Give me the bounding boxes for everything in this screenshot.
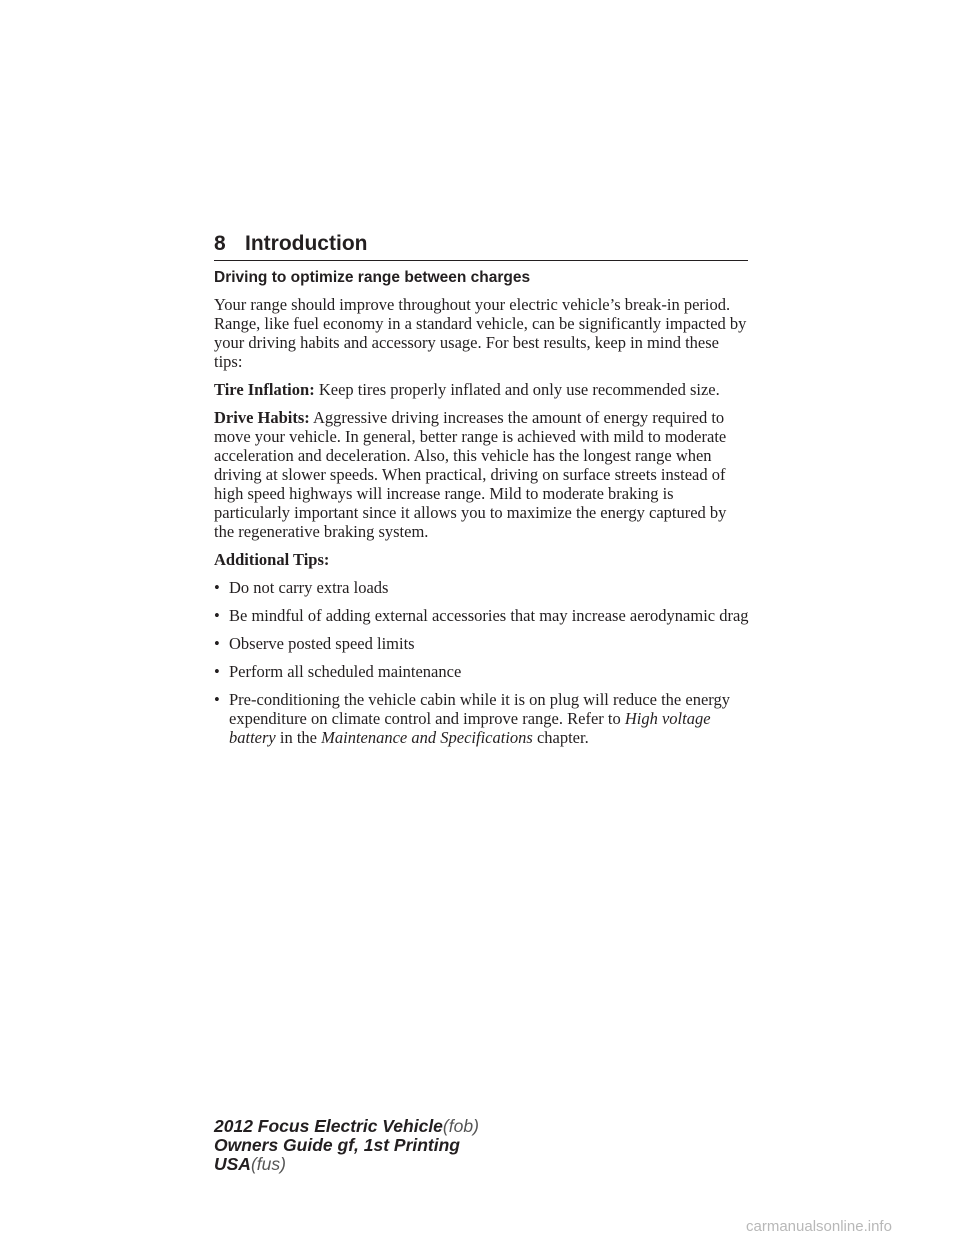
footer-vehicle-code: (fob) (442, 1116, 479, 1136)
footer-line-2: Owners Guide gf, 1st Printing (214, 1135, 460, 1155)
tip-text: Do not carry extra loads (229, 578, 389, 597)
tire-inflation-label: Tire Inflation: (214, 380, 315, 399)
bullet-icon: • (214, 606, 220, 625)
tip-text: Be mindful of adding external accessories that may increase aerodynamic drag (229, 606, 749, 625)
page-header (214, 230, 748, 261)
list-item (214, 662, 750, 681)
list-item (214, 606, 750, 625)
list-item (214, 578, 750, 597)
drive-habits-paragraph (214, 408, 750, 541)
bullet-icon: • (214, 578, 220, 597)
cross-reference-high-voltage-battery[interactable]: High voltage battery (229, 709, 711, 747)
tire-inflation-paragraph (214, 380, 750, 399)
cross-reference-maintenance-chapter[interactable]: Maintenance and Specifications (321, 728, 533, 747)
intro-paragraph: Your range should improve throughout your electric vehicle’s break-in period. Range, like fuel economy in a standard vehicle, can be significantly impacted by your driving habits and accessory usage. For best results, keep in mind these tips: (214, 295, 747, 371)
tip-text (229, 690, 730, 747)
footer-line-1 (214, 1117, 479, 1136)
print-footer (214, 1117, 479, 1174)
tips-list (214, 578, 750, 747)
footer-market-code: (fus) (250, 1154, 286, 1174)
list-item (214, 690, 750, 747)
footer-vehicle: 2012 Focus Electric Vehicle (214, 1116, 443, 1136)
section-title: Introduction (245, 232, 368, 255)
footer-market: USA (214, 1154, 251, 1174)
bullet-icon: • (214, 690, 220, 709)
page-content (214, 268, 750, 756)
tip-text: Observe posted speed limits (229, 634, 415, 653)
bullet-icon: • (214, 634, 220, 653)
tire-inflation-text: Keep tires properly inflated and only use recommended size. (318, 380, 720, 399)
page-number: 8 (214, 232, 226, 255)
bullet-icon: • (214, 662, 220, 681)
footer-line-3 (214, 1155, 479, 1174)
drive-habits-label: Drive Habits: (214, 408, 310, 427)
tip-text: Perform all scheduled maintenance (229, 662, 462, 681)
drive-habits-text: Aggressive driving increases the amount of energy required to move your vehicle. In general, better range is achieved with mild to moderate acceleration and deceleration. Also, this vehicle has the longest range when driving at slower speeds. When practical, driving on surface streets instead of high speed highways will increase range. Mild to moderate braking is particularly important since it allows you to maximize the energy captured by the regenerative braking system. (214, 408, 727, 541)
tip-text-part: chapter. (532, 728, 589, 747)
subheading: Driving to optimize range between charges (214, 269, 531, 286)
tip-text-part: Pre-conditioning the vehicle cabin while it is on plug will reduce the energy expenditure on climate control and improve range. Refer to (229, 690, 730, 728)
tip-text-part: in the (275, 728, 322, 747)
list-item (214, 634, 750, 653)
additional-tips-heading: Additional Tips: (214, 550, 330, 569)
watermark: carmanualsonline.info (746, 1218, 892, 1235)
